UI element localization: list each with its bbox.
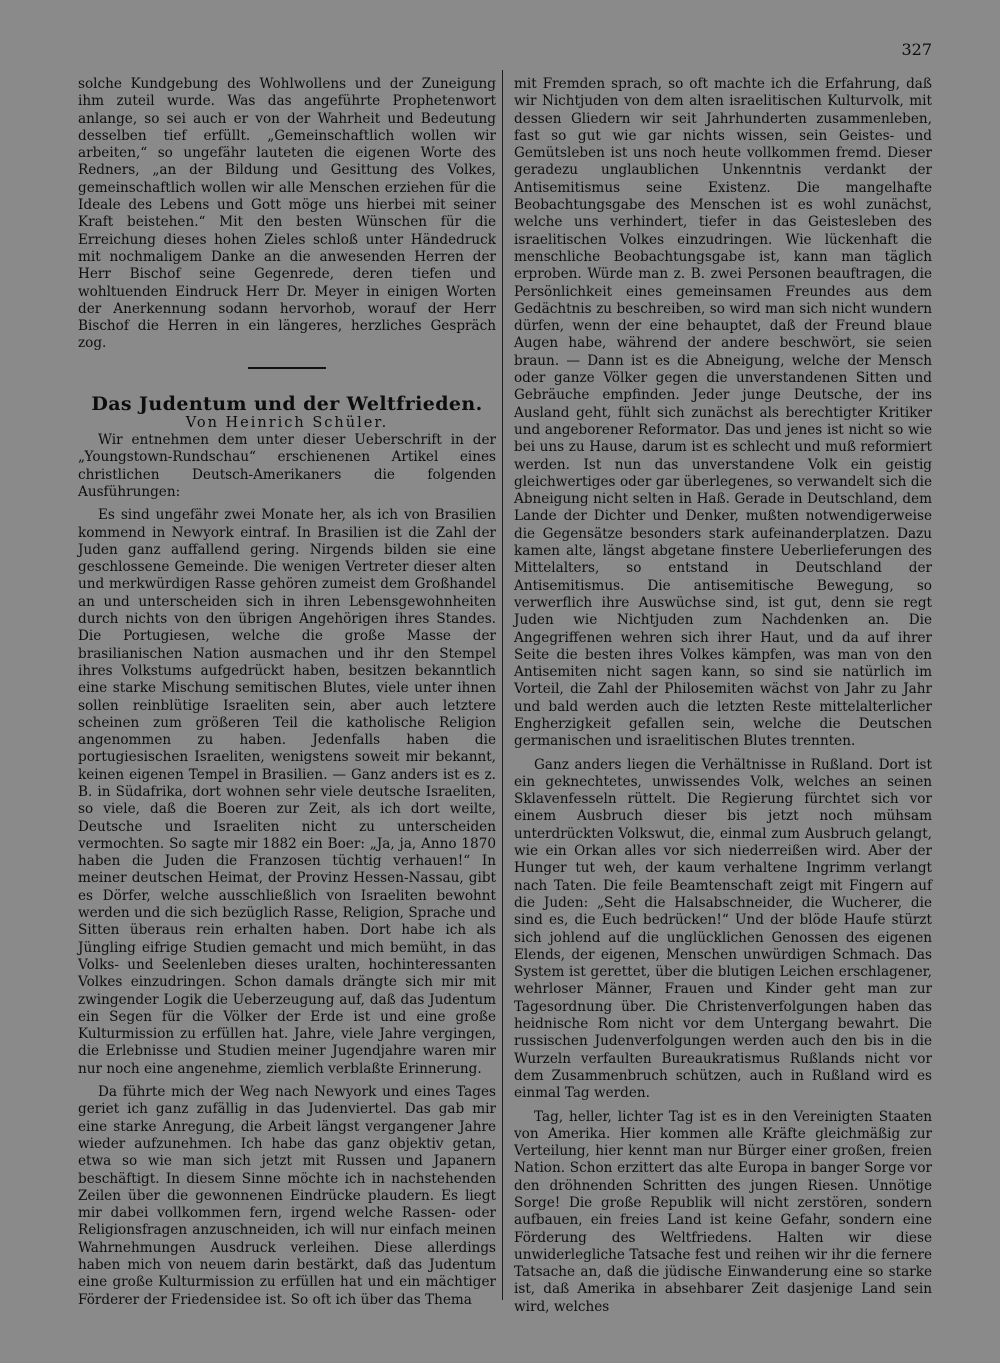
body-paragraph: Ganz anders liegen die Verhältnisse in Rußland. Dort ist ein geknechtetes, unwissendes Volk, welches an seinen Sklavenfesseln rüttelt. Die Regierung fürchtet sich vor einem Ausbruch dieser bis jetzt noch mühsam unterdrückten Volkswut, die, einmal zum Ausbruch gelangt, wie ein Orkan alles vor sich niederreißen wird. Aber der Hunger tut weh, der kaum verhaltene Ingrimm verlangt nach Taten. Die feile Beamtenschaft zeigt mit Fingern auf die Juden: „Seht die Halsabschneider, die Wucherer, die sind es, die Euch bedrücken!“ Und der blöde Haufe stürzt sich johlend auf die unglücklichen Genossen des eigenen Elends, der eigenen, Menschen unwürdigen Schmach. Das System ist gerettet, über die blutigen Leichen erschlagener, wehrloser Männer, Frauen und Kinder geht man zur Tagesordnung über. Die Christenverfolgungen haben das heidnische Rom nicht vor dem Untergang bewahrt. Die russischen Judenverfolgungen werden auch den bis in die Wurzeln verfaulten Bureaukratismus Rußlands nicht vor dem Zusammenbruch schützen, auch in Rußland wird es einmal Tag werden. (514, 756, 932, 1102)
body-paragraph: mit Fremden sprach, so oft machte ich die Erfahrung, daß wir Nichtjuden von dem alten israelitischen Kulturvolk, mit dessen Gliedern wir seit Jahrhunderten zusammenleben, fast so gut wie gar nichts wissen, sein Geistes- und Gemütsleben ist uns noch heute vollkommen fremd. Dieser geradezu unglaublichen Unkenntnis verdankt der Antisemitismus seine Existenz. Die mangelhafte Beobachtungsgabe des Menschen ist es wohl zunächst, welche uns verhindert, tiefer in das Geistesleben des israelitischen Volkes einzudringen. Wie lückenhaft die menschliche Beobachtungsgabe ist, kann man täglich erproben. Würde man z. B. zwei Personen beauftragen, die Persönlichkeit eines gemeinsamen Freundes aus dem Gedächtnis zu beschreiben, so wird man sich nicht wundern dürfen, wenn der eine behauptet, daß der Freund blaue Augen habe, während der andere beschwört, sie seien braun. — Dann ist es die Abneigung, welche der Mensch oder ganze Völker gegen die unverstandenen Sitten und Gebräuche empfinden. Jeder junge Deutsche, der ins Ausland geht, fühlt sich zunächst als berechtigter Kritiker und angeborener Reformator. Das und jenes ist nicht so wie bei uns zu Hause, darum ist es schlecht und muß reformiert werden. Ist nun das unverstandene Volk ein geistig gleichwertiges oder gar überlegenes, so verwandelt sich die Abneigung nicht selten in Haß. Gerade in Deutschland, dem Lande der Dichter und Denker, mußten notwendigerweise die Gegensätze besonders stark aufeinanderplatzen. Dazu kamen alte, längst abgetane finstere Ueberlieferungen des Mittelalters, so entstand in Deutschland der Antisemitismus. Die antisemitische Bewegung, so verwerflich ihre Auswüchse sind, ist gut, denn sie regt Juden wie Nichtjuden zum Nachdenken an. Die Angegriffenen wehren sich ihrer Haut, und da auf ihrer Seite die besten ihres Volkes kämpfen, was man von den Antisemiten nicht sagen kann, so sind sie natürlich im Vorteil, die Zahl der Philosemiten wächst von Jahr zu Jahr und bald werden auch die letzten Reste mittelalterlicher Engherzigkeit gefallen sein, welche die Deutschen germanischen und israelitischen Blutes trennten. (514, 76, 932, 750)
column-divider (502, 70, 503, 1300)
page-number: 327 (901, 40, 932, 59)
lead-paragraph: Wir entnehmen dem unter dieser Ueberschrift in der „Youngstown-Rundschau“ erschienenen Artikel eines christlichen Deutsch-Amerikaners die folgenden Ausführungen: (78, 432, 496, 500)
left-column (78, 76, 496, 1309)
body-paragraph: Tag, heller, lichter Tag ist es in den Vereinigten Staaten von Amerika. Hier kommen alle Kräfte gleichmäßig zur Verteilung, hier kennt man nur Bürger einer großen, freien Nation. Schon erzittert das alte Europa in banger Sorge vor den dröhnenden Schritten des jungen Riesen. Unnötige Sorge! Die große Republik will nicht zerstören, sondern aufbauen, ein freies Land ist keine Gefahr, sondern eine Förderung des Weltfriedens. Halten wir diese unwiderlegliche Tatsache fest und reihen wir ihr die fernere Tatsache an, daß die jüdische Einwanderung eine so starke ist, daß Amerika in absehbarer Zeit dasjenige Land sein wird, welches (514, 1108, 932, 1315)
article-title: Das Judentum und der Weltfrieden. (91, 392, 483, 415)
intro-paragraph: solche Kundgebung des Wohlwollens und der Zuneigung ihm zuteil wurde. Was das angeführte Prophetenwort anlange, so sei auch er von der Wahrheit und Bedeutung desselben tief erfüllt. „Gemeinschaftlich wollen wir arbeiten,“ so ungefähr lauteten die eigenen Worte des Redners, „an der Bildung und Gesittung des Volkes, gemeinschaftlich wollen wir alle Menschen erziehen für die Ideale des Lebens und Gott möge uns hierbei mit seiner Kraft beistehen.“ Mit den besten Wünschen für die Erreichung dieses hohen Zieles schloß unter Händedruck mit nochmaligem Danke an die anwesenden Herren der Herr Bischof seine Gegenrede, deren tiefen und wohltuenden Eindruck Herr Dr. Meyer in einigen Worten der Anerkennung sodann hervorhob, worauf der Herr Bischof die Herren in ein längeres, herzliches Gespräch zog. (78, 76, 496, 352)
body-paragraph: Da führte mich der Weg nach Newyork und eines Tages geriet ich ganz zufällig in das Judenviertel. Das gab mir eine starke Anregung, die Arbeit längst vergangener Jahre wieder aufzunehmen. Ich habe das ganz objektiv getan, etwa so wie man sich jetzt mit Russen und Japanern beschäftigt. In diesem Sinne möchte ich in nachstehenden Zeilen über die gewonnenen Eindrücke plaudern. Es liegt mir dabei vollkommen fern, irgend welche Rassen- oder Religionsfragen anzuschneiden, ich will nur einfach meinen Wahrnehmungen Ausdruck verleihen. Diese allerdings haben mich von neuem darin bestärkt, daß das Judentum eine große Kulturmission zu erfüllen hat und ein mächtiger Förderer der Friedensidee ist. So oft ich über das Thema (78, 1084, 496, 1308)
section-divider (248, 367, 326, 369)
right-column (514, 76, 932, 1316)
byline: Von Heinrich Schüler. (185, 414, 389, 431)
body-paragraph: Es sind ungefähr zwei Monate her, als ich von Brasilien kommend in Newyork eintraf. In Brasilien ist die Zahl der Juden ganz auffallend gering. Nirgends bilden sie eine geschlossene Gemeinde. Die wenigen Vertreter dieser alten und merkwürdigen Rasse gehören zumeist dem Großhandel an und unterscheiden sich in ihren Lebensgewohnheiten durch nichts von den übrigen Angehörigen ihres Standes. Die Portugiesen, welche die große Masse der brasilianischen Nation ausmachen und ihr den Stempel ihres Volkstums aufgedrückt haben, besitzen bekanntlich eine starke Mischung semitischen Blutes, viele unter ihnen sollen reinblütige Israeliten sein, aber auch letztere scheinen zum größeren Teil die katholische Religion angenommen zu haben. Jedenfalls haben die portugiesischen Israeliten, wenigstens soweit mir bekannt, keinen eigenen Tempel in Brasilien. — Ganz anders ist es z. B. in Südafrika, dort wohnen sehr viele deutsche Israeliten, so viele, daß die Boeren zur Zeit, als ich dort weilte, Deutsche und Israeliten nicht zu unterscheiden vermochten. So sagte mir 1882 ein Boer: „Ja, ja, Anno 1870 haben die Juden die Franzosen tüchtig verhauen!“ In meiner deutschen Heimat, der Provinz Hessen-Nassau, gibt es Dörfer, welche ausschließlich von Israeliten bewohnt werden und die sich bezüglich Rasse, Religion, Sprache und Sitten überaus rein erhalten haben. Dort habe ich als Jüngling eifrige Studien gemacht und mich bemüht, in das Volks- und Seelenleben dieses uralten, hochinteressanten Volkes einzudringen. Schon damals drängte sich mir mit zwingender Logik die Ueberzeugung auf, daß das Judentum ein Segen für die Völker der Erde ist und eine große Kulturmission zu erfüllen hat. Jahre, viele Jahre vergingen, die Erlebnisse und Studien meiner Jugendjahre waren mir nur noch eine angenehme, ziemlich verblaßte Erinnerung. (78, 507, 496, 1077)
